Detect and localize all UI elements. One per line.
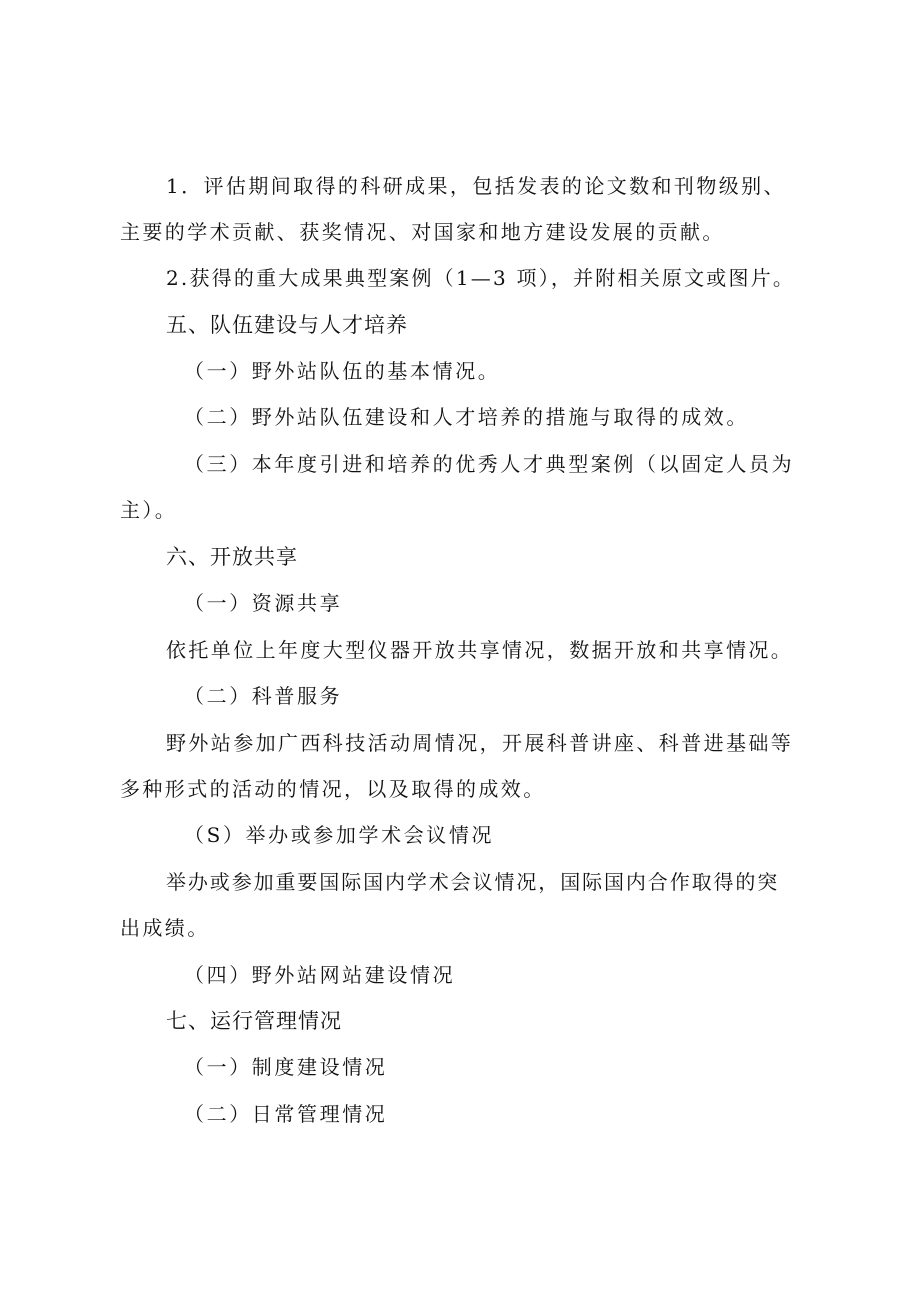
section7-heading: 七、运行管理情况 (166, 1009, 342, 1033)
section6-heading: 六、开放共享 (166, 545, 298, 569)
section5-heading: 五、队伍建设与人才培养 (166, 313, 408, 337)
section6-sub1-body: 依托单位上年度大型仪器开放共享情况，数据开放和共享情况。 (166, 638, 794, 662)
section6-sub4: （四）野外站网站建设情况 (184, 963, 456, 987)
section5-sub3-line1: （三）本年度引进和培养的优秀人才典型案例（以固定人员为 (184, 452, 795, 476)
paragraph-item1-line1: 1．评估期间取得的科研成果，包括发表的论文数和刊物级别、 (166, 174, 786, 198)
section5-sub3-line2: 主）。 (120, 498, 178, 522)
section5-sub1: （一）野外站队伍的基本情况。 (184, 359, 501, 383)
section7-sub1: （一）制度建设情况 (184, 1055, 388, 1079)
section6-sub3-body-line2: 出成绩。 (120, 916, 210, 940)
paragraph-item1-line2: 主要的学术贡献、获奖情况、对国家和地方建设发展的贡献。 (120, 220, 725, 244)
section6-sub2-body-line1: 野外站参加广西科技活动周情况，开展科普讲座、科普进基础等 (166, 731, 794, 755)
section6-sub3: （S）举办或参加学术会议情况 (184, 823, 495, 847)
section6-sub2-body-line2: 多种形式的活动的情况，以及取得的成效。 (120, 777, 546, 801)
section6-sub2: （二）科普服务 (184, 684, 343, 708)
section6-sub1: （一）资源共享 (184, 591, 343, 615)
section7-sub2: （二）日常管理情况 (184, 1102, 388, 1126)
section5-sub2: （二）野外站队伍建设和人才培养的措施与取得的成效。 (184, 405, 749, 429)
section6-sub3-body-line1: 举办或参加重要国际国内学术会议情况，国际国内合作取得的突 (166, 870, 780, 894)
paragraph-item2: 2.获得的重大成果典型案例（1—3 项），并附相关原文或图片。 (166, 266, 796, 290)
